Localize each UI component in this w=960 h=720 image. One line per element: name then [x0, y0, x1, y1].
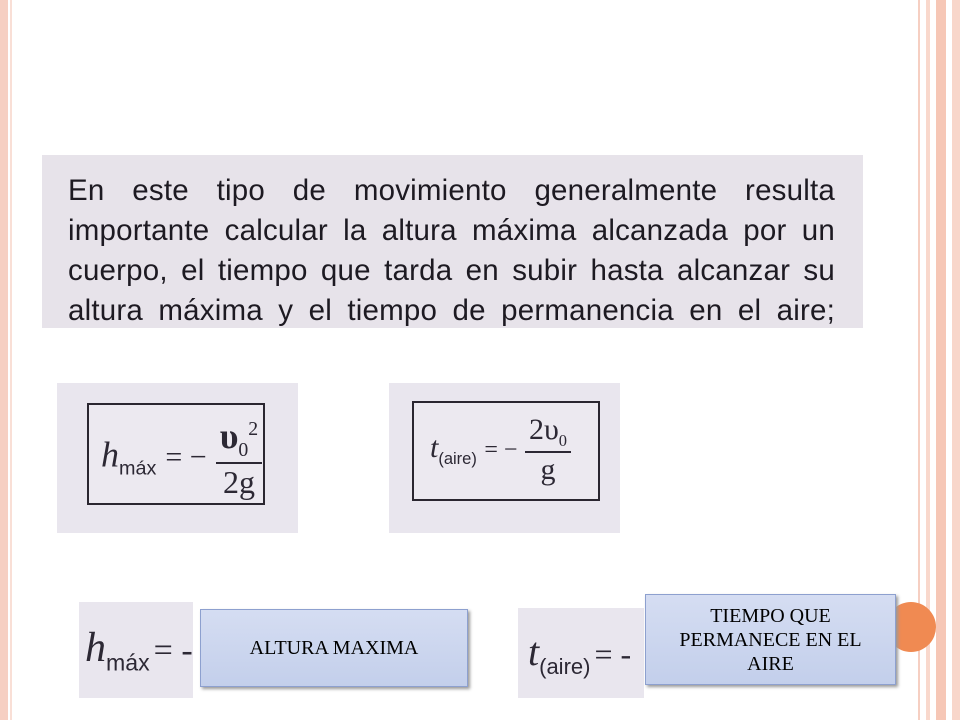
time-equals: = −	[484, 436, 518, 463]
height-crop-eq: = -	[153, 632, 193, 669]
time-fraction	[525, 413, 571, 487]
slide-border-left	[0, 0, 8, 720]
height-formula-image	[57, 383, 298, 533]
time-den: g	[540, 453, 556, 486]
height-lhs-var: h	[101, 434, 119, 475]
height-num-sup: 2	[248, 418, 259, 440]
slide-border-right-line-3	[936, 0, 946, 720]
time-num: 2υ	[528, 413, 559, 446]
height-crop-var: h	[85, 625, 106, 671]
time-lhs-sub: (aire)	[438, 449, 477, 468]
time-formula-image	[389, 383, 620, 533]
time-crop-image	[518, 608, 644, 698]
height-formula-box	[87, 403, 265, 505]
height-crop-sub: máx	[106, 649, 150, 676]
intro-paragraph-image	[42, 155, 863, 328]
height-den: 2g	[222, 464, 255, 501]
time-num-sub: 0	[558, 431, 568, 450]
height-formula	[101, 415, 262, 501]
height-num-var: υ	[219, 416, 239, 456]
slide-border-right-line-4	[952, 0, 960, 720]
height-num-sub: 0	[238, 439, 249, 462]
height-fraction	[216, 415, 262, 501]
height-crop-formula	[85, 624, 193, 676]
time-formula	[430, 413, 571, 487]
time-label: TIEMPO QUE PERMANECE EN EL AIRE	[645, 594, 896, 685]
time-crop-formula	[528, 628, 631, 680]
time-crop-sub: (aire)	[539, 654, 591, 679]
time-lhs-var: t	[430, 430, 439, 464]
height-crop-image	[79, 602, 193, 698]
time-formula-box	[412, 401, 600, 501]
intro-paragraph-text: En este tipo de movimiento generalmente resulta importante calcular la altura máxima alcanzada por un cuerpo, el tiempo que tarda en subir hasta alcanzar su altura máxima y el tiempo de permanencia en el aire;	[68, 174, 835, 327]
slide-border-left-inner	[10, 0, 12, 720]
height-label: ALTURA MAXIMA	[200, 609, 468, 687]
height-lhs-sub: máx	[119, 457, 157, 480]
time-crop-eq: = -	[594, 636, 632, 672]
height-equals: = −	[165, 440, 207, 474]
time-crop-var: t	[528, 629, 540, 674]
